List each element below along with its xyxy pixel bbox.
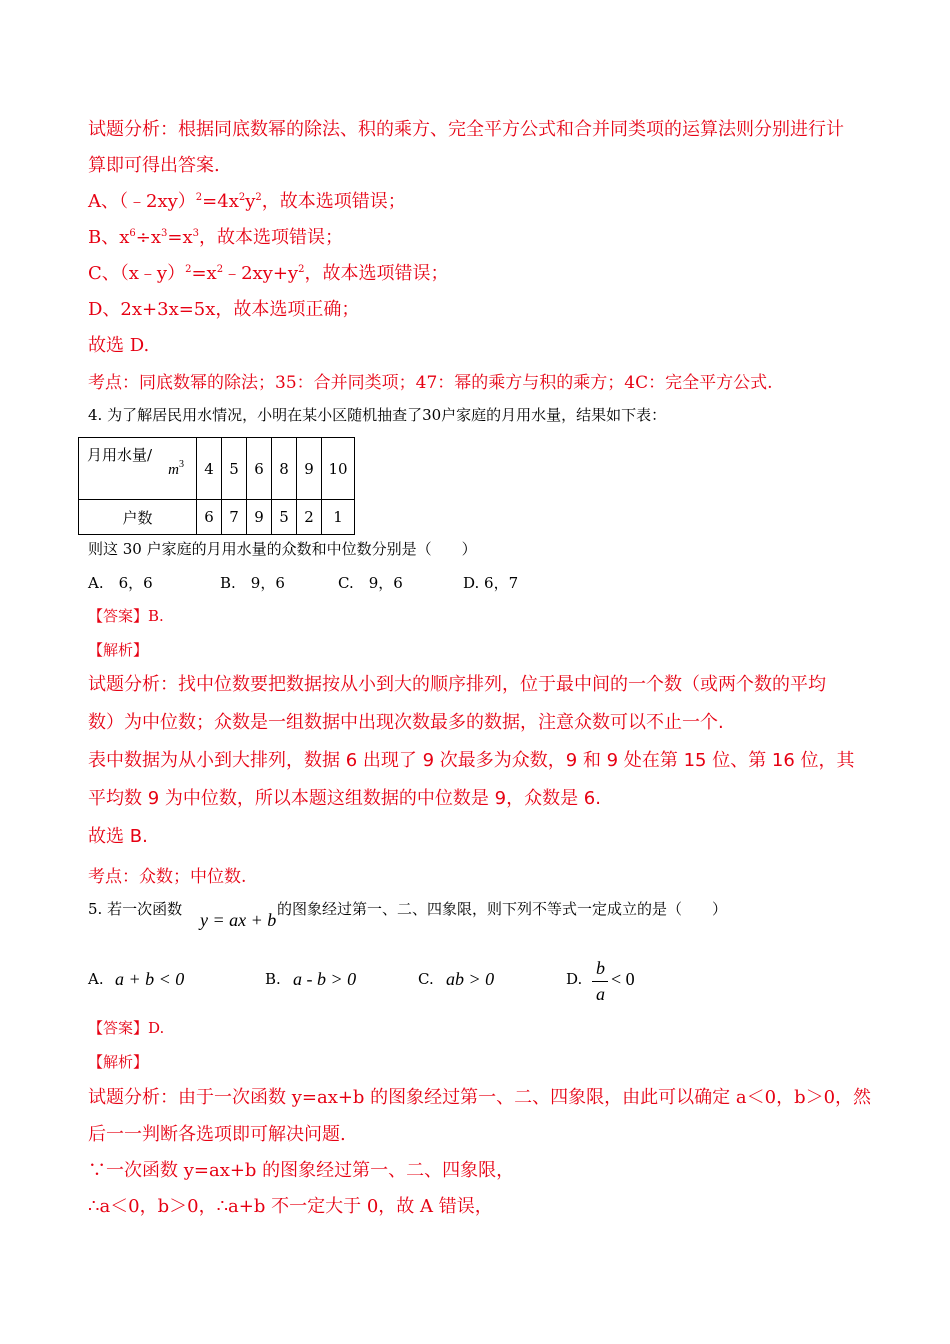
q4-analysis-line-1: 试题分析：找中位数要把数据按从小到大的顺序排列，位于最中间的一个数（或两个数的平均	[88, 674, 826, 695]
q4-analysis-line-3: 表中数据为从小到大排列，数据 6 出现了 9 次最多为众数，9 和 9 处在第 15 位、第 16 位，其	[88, 750, 855, 771]
q4-option-a: A. 6，6	[88, 574, 153, 592]
q4-option-b: B. 9，6	[220, 574, 285, 592]
q5-option-b-expr: a - b > 0	[293, 969, 357, 989]
q4-choice: 故选 B.	[88, 826, 148, 847]
q5-option-d-relation: < 0	[611, 969, 635, 989]
q5-stem: 5. 若一次函数	[88, 900, 183, 918]
table-cell: 10	[322, 438, 355, 500]
q5-analysis-line-1: 试题分析：由于一次函数 y=ax+b 的图象经过第一、二、四象限，由此可以确定 a＜0，b＞0，然	[88, 1087, 872, 1108]
q5-stem-rest: 的图象经过第一、二、四象限，则下列不等式一定成立的是（ ）	[277, 900, 728, 918]
table-header-unit: $m^3$	[168, 459, 184, 478]
q5-option-a-expr: a + b < 0	[115, 969, 185, 989]
q5-option-a-label: A.	[88, 970, 104, 988]
q3-analysis-line-2: 算即可得出答案.	[88, 155, 220, 176]
q4-kaodian: 考点：众数；中位数.	[88, 867, 247, 887]
table-row	[79, 500, 355, 535]
table-cell: 6	[247, 438, 272, 500]
q3-kaodian: 考点：同底数幂的除法；35：合并同类项；47：幂的乘方与积的乘方；4C：完全平方公式.	[88, 373, 773, 393]
table-cell: 1	[322, 500, 355, 535]
q5-analysis-line-3: ∵一次函数 y=ax+b 的图象经过第一、二、四象限，	[88, 1160, 515, 1181]
q3-option-a: A、$(﹣2xy)^2=4x^2y^2$，故本选项错误；	[88, 191, 406, 212]
q5-analysis-line-2: 后一一判断各选项即可解决问题.	[88, 1124, 346, 1145]
table-cell: 5	[222, 438, 247, 500]
q5-answer: 【答案】D.	[88, 1019, 165, 1037]
q4-option-c: C. 9，6	[338, 574, 403, 592]
q4-analysis-line-2: 数）为中位数；众数是一组数据中出现次数最多的数据，注意众数可以不止一个.	[88, 712, 724, 733]
q4-analysis-line-4: 平均数 9 为中位数，所以本题这组数据的中位数是 9，众数是 6.	[88, 788, 601, 809]
table-cell: 9	[247, 500, 272, 535]
table-cell: 5	[272, 500, 297, 535]
q5-stem-function: y = ax + b	[200, 910, 277, 930]
q5-option-d-denominator: a	[596, 984, 605, 1004]
table-cell: 9	[297, 438, 322, 500]
table-row-label: 户数	[79, 500, 197, 535]
table-header-label-cell	[79, 438, 197, 500]
q3-option-d: D、2x+3x=5x，故本选项正确；	[88, 299, 360, 320]
q5-option-b-label: B.	[265, 970, 281, 988]
q5-option-c-label: C.	[418, 970, 434, 988]
q4-question: 则这 30 户家庭的月用水量的众数和中位数分别是（ ）	[88, 540, 477, 558]
table-cell: 6	[197, 500, 222, 535]
q5-option-c-expr: ab > 0	[446, 969, 495, 989]
q5-option-d-numerator: b	[596, 958, 605, 978]
q5-option-d-fraction-bar	[592, 981, 608, 982]
q4-option-d: D. 6，7	[463, 574, 519, 592]
table-cell: 7	[222, 500, 247, 535]
q3-choice: 故选 D.	[88, 335, 150, 356]
q4-answer: 【答案】B.	[88, 607, 164, 625]
water-usage-table	[78, 437, 355, 535]
table-cell: 2	[297, 500, 322, 535]
q3-option-b: B、$x^6\div x^3=x^3$，故本选项错误；	[88, 227, 343, 248]
q5-jiexi: 【解析】	[88, 1053, 149, 1071]
table-header-label: 月用水量/	[87, 446, 153, 464]
q5-option-d-label: D.	[566, 970, 583, 988]
table-row	[79, 438, 355, 500]
q3-analysis-line-1: 试题分析：根据同底数幂的除法、积的乘方、完全平方公式和合并同类项的运算法则分别进行计	[88, 119, 844, 140]
q5-analysis-line-4: ∴a＜0，b＞0，∴a+b 不一定大于 0，故 A 错误，	[88, 1196, 493, 1217]
q3-option-c: C、$(x﹣y)^2=x^2﹣2xy+y^2$，故本选项错误；	[88, 263, 449, 284]
q4-stem: 4. 为了解居民用水情况，小明在某小区随机抽查了30户家庭的月用水量，结果如下表：	[88, 406, 667, 424]
q4-jiexi: 【解析】	[88, 641, 149, 659]
table-cell: 8	[272, 438, 297, 500]
table-cell: 4	[197, 438, 222, 500]
